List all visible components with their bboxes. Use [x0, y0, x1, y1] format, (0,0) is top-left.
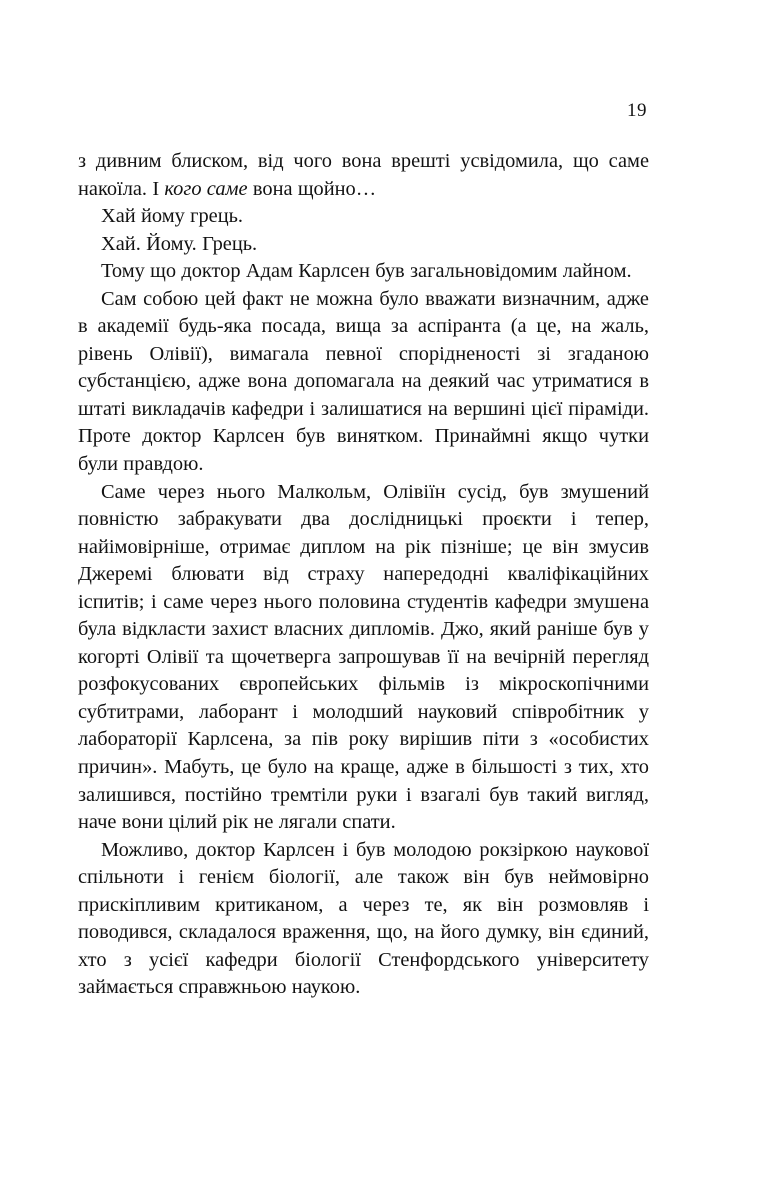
paragraph: Сам собою цей факт не можна було вважати визначним, адже в академії будь-яка посада, вища за аспіранта (а це, на жаль, рівень Олівії), вимагала певної спорідненості зі згаданою субстанцією, адже вона допомагала на деякий час утриматися в штаті викладачів кафедри і залишатися на вершині цієї піраміди. Проте доктор Карлсен був винятком. Принаймні якщо чутки були правдою.	[78, 287, 649, 476]
running-head	[78, 98, 647, 124]
text-run: з дивним блиском, від чого вона врешті усвідомила, що саме накоїла. І	[78, 150, 649, 200]
paragraph: Можливо, доктор Карлсен і був молодою рокзіркою наукової спільноти і генієм біології, але також він був неймовірно прискіпливим критиканом, а через те, як він розмовляв і поводився, складалося враження, що, на його думку, він єдиний, хто з усієї кафедри біології Стенфордського університету займається справжньою наукою.	[78, 838, 649, 999]
text-run: вона щойно…	[247, 177, 377, 200]
body-text-block	[78, 148, 649, 1002]
page-number: 19	[627, 100, 647, 121]
paragraph: Тому що доктор Адам Карлсен був загальновідомим лайном.	[101, 260, 632, 283]
paragraph: Хай. Йому. Грець.	[101, 232, 258, 255]
paragraph	[78, 148, 649, 203]
paragraph: Саме через нього Малкольм, Олівіїн сусід, був змушений повністю забракувати два дослідницькі проєкти і тепер, найімовірніше, отримає диплом на рік пізніше; це він змусив Джеремі блювати від страху напередодні кваліфікаційних іспитів; і саме через нього половина студентів кафедри змушена була відкласти захист власних дипломів. Джо, який раніше був у когорті Олівії та щочетверга запрошував її на вечірній перегляд розфокусованих європейських фільмів із мікроскопічними субтитрами, лаборант і молодший науковий співробітник у лабораторії Карлсена, за пів року вирішив піти з «особистих причин». Мабуть, це було на краще, адже в більшості з тих, хто залишився, постійно тремтіли руки і взагалі був такий вигляд, наче вони цілий рік не лягали спати.	[78, 480, 649, 834]
paragraph: Хай йому грець.	[101, 205, 244, 228]
text-run-italic: кого саме	[164, 177, 248, 200]
